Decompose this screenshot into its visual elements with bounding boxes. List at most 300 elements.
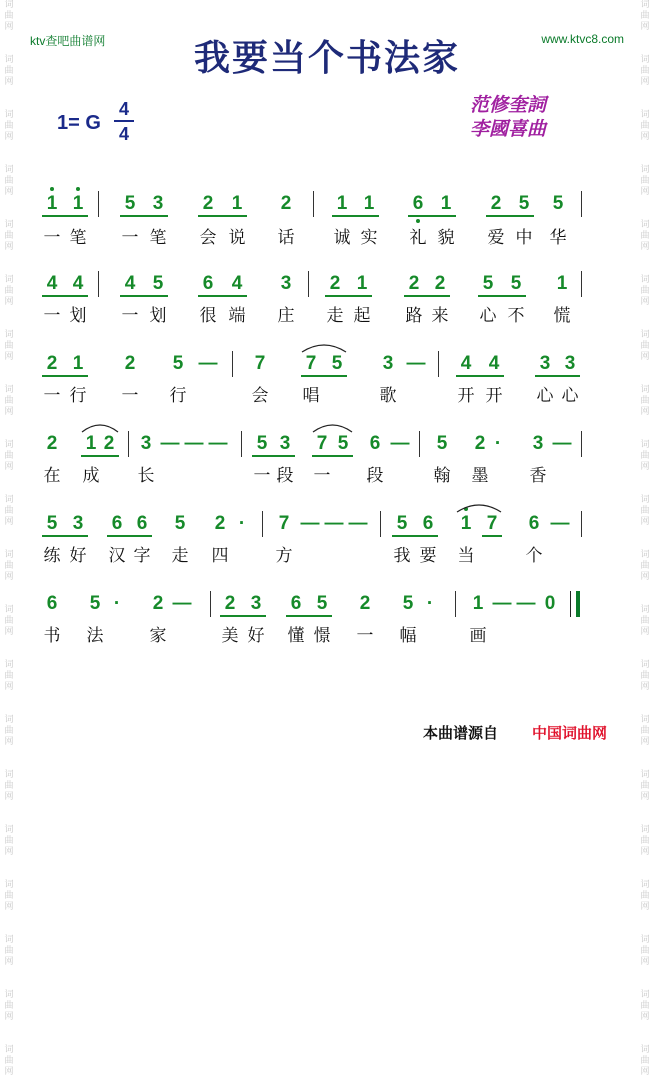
lyric-char: 一 <box>356 626 374 646</box>
watermark-char: 网 <box>4 517 14 527</box>
beam-underline <box>482 535 502 537</box>
bar-line <box>581 511 582 537</box>
watermark-char: 词 <box>640 880 650 890</box>
note: 5 <box>510 273 522 294</box>
note: 3 <box>250 593 262 614</box>
watermark-char: 曲 <box>4 231 14 241</box>
note: — <box>390 433 410 454</box>
watermark-char: 曲 <box>640 121 650 131</box>
watermark-char: 网 <box>4 77 14 87</box>
note: 1 <box>85 433 97 454</box>
note: 6 <box>369 433 381 454</box>
watermark-char: 词 <box>4 880 14 890</box>
watermark-char: 曲 <box>4 341 14 351</box>
watermark-char: 曲 <box>640 231 650 241</box>
lyric-char: 好 <box>247 626 265 646</box>
watermark-char: 曲 <box>4 561 14 571</box>
lyric-char: 段 <box>366 466 384 486</box>
note: 1 <box>231 193 243 214</box>
watermark-char: 网 <box>640 1012 650 1022</box>
watermark-char: 网 <box>640 902 650 912</box>
lyric-char: 幅 <box>399 626 417 646</box>
note: 3 <box>564 353 576 374</box>
watermark-char: 网 <box>640 517 650 527</box>
lyric-char: 起 <box>353 306 371 326</box>
slur-arc <box>81 421 119 433</box>
note: 1 <box>336 193 348 214</box>
watermark-char: 网 <box>4 187 14 197</box>
source-site-link[interactable]: 中国词曲网 <box>532 724 608 742</box>
final-barline-thick <box>576 591 580 617</box>
note: · <box>494 433 502 454</box>
lyric-char: 心 <box>561 386 579 406</box>
watermark-char: 网 <box>640 847 650 857</box>
note: 5 <box>174 513 186 534</box>
watermark-char: 网 <box>4 297 14 307</box>
note: 3 <box>382 353 394 374</box>
watermark-char: 曲 <box>640 66 650 76</box>
watermark-char: 网 <box>640 737 650 747</box>
meter-denominator: 4 <box>118 124 129 144</box>
note: — <box>492 593 512 614</box>
note: 1 <box>556 273 568 294</box>
slur-arc <box>456 501 502 513</box>
note: 5 <box>396 513 408 534</box>
high-octave-dot <box>50 187 54 191</box>
beam-underline <box>332 215 379 217</box>
watermark-char: 词 <box>4 440 14 450</box>
beam-underline <box>42 535 88 537</box>
lyric-char: 在 <box>43 466 61 486</box>
bar-line <box>232 351 233 377</box>
note: 2 <box>408 273 420 294</box>
note: 2 <box>202 193 214 214</box>
slur-arc <box>312 421 353 433</box>
watermark-char: 词 <box>4 0 14 10</box>
note: 6 <box>136 513 148 534</box>
lyric-char: 一 <box>253 466 271 486</box>
watermark-char: 曲 <box>4 396 14 406</box>
watermark-char: 曲 <box>640 781 650 791</box>
note: · <box>426 593 434 614</box>
note: 4 <box>46 273 58 294</box>
note: 1 <box>46 193 58 214</box>
watermark-char: 曲 <box>640 396 650 406</box>
watermark-char: 曲 <box>640 451 650 461</box>
watermark-char: 网 <box>4 132 14 142</box>
note: 7 <box>486 513 498 534</box>
lyric-char: 一 <box>121 228 139 248</box>
lyric-char: 画 <box>469 626 487 646</box>
lyric-char: 香 <box>529 466 547 486</box>
lyric-char: 开 <box>457 386 475 406</box>
lyric-char: 笔 <box>149 228 167 248</box>
watermark-char: 曲 <box>4 946 14 956</box>
lyric-char: 美 <box>221 626 239 646</box>
watermark-char: 曲 <box>4 1001 14 1011</box>
note: 5 <box>89 593 101 614</box>
note: — <box>198 353 218 374</box>
watermark-char: 曲 <box>4 671 14 681</box>
lyric-char: 礼 <box>409 228 427 248</box>
key-signature: 1= G <box>57 112 101 134</box>
beam-underline <box>120 295 168 297</box>
lyricist-credit: 范修奎詞 <box>470 94 547 116</box>
watermark-left <box>2 0 16 1077</box>
note: 3 <box>140 433 152 454</box>
watermark-char: 网 <box>640 297 650 307</box>
watermark-char: 网 <box>640 132 650 142</box>
watermark-char: 网 <box>4 1012 14 1022</box>
lyric-char: 划 <box>149 306 167 326</box>
note: — <box>184 433 204 454</box>
note: — <box>516 593 536 614</box>
watermark-char: 曲 <box>640 506 650 516</box>
watermark-char: 词 <box>4 330 14 340</box>
lyric-char: 行 <box>169 386 187 406</box>
note: 4 <box>488 353 500 374</box>
watermark-char: 词 <box>640 55 650 65</box>
note: — <box>208 433 228 454</box>
watermark-char: 词 <box>640 1045 650 1055</box>
slur-arc <box>301 341 347 353</box>
note: 2 <box>490 193 502 214</box>
watermark-char: 曲 <box>640 946 650 956</box>
note: 2 <box>329 273 341 294</box>
note: 2 <box>359 593 371 614</box>
note: 5 <box>331 353 343 374</box>
watermark-char: 词 <box>640 660 650 670</box>
watermark-char: 词 <box>640 825 650 835</box>
watermark-char: 网 <box>640 77 650 87</box>
note: 6 <box>528 513 540 534</box>
lyric-char: 方 <box>275 546 293 566</box>
watermark-char: 词 <box>4 715 14 725</box>
watermark-char: 词 <box>4 825 14 835</box>
watermark-char: 词 <box>640 110 650 120</box>
note: 5 <box>316 593 328 614</box>
watermark-char: 网 <box>4 737 14 747</box>
watermark-char: 词 <box>640 990 650 1000</box>
note: 6 <box>202 273 214 294</box>
watermark-char: 网 <box>4 1067 14 1077</box>
watermark-char: 网 <box>4 462 14 472</box>
lyric-char: 我 <box>393 546 411 566</box>
lyric-char: 一 <box>313 466 331 486</box>
bar-line <box>262 511 263 537</box>
lyric-char: 汉 <box>108 546 126 566</box>
watermark-char: 词 <box>640 715 650 725</box>
note: 5 <box>152 273 164 294</box>
watermark-char: 曲 <box>640 341 650 351</box>
note: 3 <box>279 433 291 454</box>
watermark-char: 网 <box>4 957 14 967</box>
note: 5 <box>256 433 268 454</box>
watermark-char: 曲 <box>640 1056 650 1066</box>
note: 6 <box>422 513 434 534</box>
lyric-char: 懂 <box>287 626 305 646</box>
watermark-char: 曲 <box>4 121 14 131</box>
watermark-char: 词 <box>4 770 14 780</box>
watermark-char: 网 <box>4 902 14 912</box>
lyric-char: 走 <box>326 306 344 326</box>
lyric-char: 一 <box>43 386 61 406</box>
lyric-char: 字 <box>133 546 151 566</box>
lyric-char: 翰 <box>433 466 451 486</box>
watermark-char: 网 <box>4 572 14 582</box>
note: 3 <box>280 273 292 294</box>
beam-underline <box>42 295 88 297</box>
note: 2 <box>224 593 236 614</box>
watermark-char: 曲 <box>640 671 650 681</box>
watermark-char: 网 <box>4 847 14 857</box>
watermark-char: 词 <box>640 275 650 285</box>
beam-underline <box>408 215 456 217</box>
bar-line <box>438 351 439 377</box>
note: 5 <box>482 273 494 294</box>
watermark-char: 网 <box>640 407 650 417</box>
lyric-char: 行 <box>69 386 87 406</box>
bar-line <box>313 191 314 217</box>
watermark-char: 网 <box>640 957 650 967</box>
note: 1 <box>472 593 484 614</box>
watermark-char: 曲 <box>4 176 14 186</box>
watermark-char: 曲 <box>4 11 14 21</box>
lyric-char: 笔 <box>69 228 87 248</box>
lyric-char: 会 <box>199 228 217 248</box>
bar-line <box>419 431 420 457</box>
beam-underline <box>120 215 168 217</box>
note: 2 <box>474 433 486 454</box>
watermark-char: 曲 <box>640 891 650 901</box>
composer-credit: 李國喜曲 <box>470 118 547 140</box>
watermark-char: 网 <box>640 1067 650 1077</box>
beam-underline <box>478 295 526 297</box>
note: 6 <box>111 513 123 534</box>
lyric-char: 心 <box>536 386 554 406</box>
watermark-char: 词 <box>640 605 650 615</box>
beam-underline <box>107 535 152 537</box>
lyric-char: 墨 <box>471 466 489 486</box>
note: 6 <box>290 593 302 614</box>
beam-underline <box>312 455 353 457</box>
beam-underline <box>325 295 372 297</box>
note: 2 <box>46 353 58 374</box>
lyric-char: 一 <box>43 228 61 248</box>
lyric-char: 爱 <box>487 228 505 248</box>
beam-underline <box>392 535 438 537</box>
note: — <box>160 433 180 454</box>
note: 1 <box>72 353 84 374</box>
watermark-char: 词 <box>4 165 14 175</box>
note: 2 <box>103 433 115 454</box>
note: — <box>550 513 570 534</box>
bar-line <box>308 271 309 297</box>
watermark-char: 词 <box>4 110 14 120</box>
lyric-char: 四 <box>211 546 229 566</box>
bar-line <box>128 431 129 457</box>
bar-line <box>455 591 456 617</box>
bar-line <box>380 511 381 537</box>
lyric-char: 要 <box>419 546 437 566</box>
low-octave-dot <box>416 219 420 223</box>
lyric-char: 说 <box>228 228 246 248</box>
note: 2 <box>152 593 164 614</box>
note: 3 <box>532 433 544 454</box>
note: 5 <box>46 513 58 534</box>
meter-numerator: 4 <box>114 98 134 122</box>
note: 5 <box>552 193 564 214</box>
note: 4 <box>72 273 84 294</box>
watermark-char: 曲 <box>640 836 650 846</box>
lyric-char: 实 <box>360 228 378 248</box>
watermark-char: 网 <box>640 792 650 802</box>
watermark-char: 曲 <box>4 891 14 901</box>
note: — <box>324 513 344 534</box>
watermark-char: 词 <box>640 935 650 945</box>
lyric-char: 很 <box>199 306 217 326</box>
time-signature <box>114 98 134 146</box>
source-label: 本曲谱源自 <box>423 724 499 742</box>
note: 2 <box>280 193 292 214</box>
note: 6 <box>412 193 424 214</box>
beam-underline <box>198 295 247 297</box>
lyric-char: 开 <box>485 386 503 406</box>
beam-underline <box>252 455 295 457</box>
lyric-char: 庄 <box>277 306 295 326</box>
note: 3 <box>152 193 164 214</box>
lyric-char: 成 <box>82 466 100 486</box>
lyric-char: 来 <box>431 306 449 326</box>
watermark-char: 词 <box>640 0 650 10</box>
watermark-char: 词 <box>4 935 14 945</box>
lyric-char: 不 <box>507 306 525 326</box>
watermark-char: 曲 <box>640 176 650 186</box>
site-url-right[interactable]: www.ktvc8.com <box>541 32 624 46</box>
bar-line <box>210 591 211 617</box>
note: 5 <box>518 193 530 214</box>
lyric-char: 一 <box>43 306 61 326</box>
site-name-left[interactable]: ktv查吧曲谱网 <box>30 34 106 48</box>
lyric-char: 段 <box>276 466 294 486</box>
watermark-char: 曲 <box>4 66 14 76</box>
watermark-char: 网 <box>640 462 650 472</box>
lyric-char: 憬 <box>313 626 331 646</box>
note: 2 <box>46 433 58 454</box>
lyric-char: 唱 <box>302 386 320 406</box>
note: — <box>300 513 320 534</box>
watermark-char: 词 <box>640 220 650 230</box>
bar-line <box>581 431 582 457</box>
bar-line <box>98 271 99 297</box>
watermark-char: 网 <box>4 242 14 252</box>
watermark-char: 词 <box>640 495 650 505</box>
high-octave-dot <box>76 187 80 191</box>
note: 0 <box>544 593 556 614</box>
note: 1 <box>363 193 375 214</box>
note: · <box>113 593 121 614</box>
note: 3 <box>72 513 84 534</box>
beam-underline <box>81 455 119 457</box>
note: · <box>238 513 246 534</box>
note: — <box>406 353 426 374</box>
note: 2 <box>124 353 136 374</box>
watermark-char: 词 <box>640 330 650 340</box>
beam-underline <box>198 215 247 217</box>
watermark-char: 曲 <box>4 1056 14 1066</box>
lyric-char: 华 <box>549 228 567 248</box>
watermark-char: 词 <box>4 275 14 285</box>
note: 2 <box>434 273 446 294</box>
beam-underline <box>286 615 332 617</box>
note: — <box>172 593 192 614</box>
note: 4 <box>460 353 472 374</box>
watermark-char: 网 <box>4 627 14 637</box>
watermark-char: 曲 <box>640 1001 650 1011</box>
lyric-char: 一 <box>121 306 139 326</box>
lyric-char: 路 <box>405 306 423 326</box>
final-barline-thin <box>570 591 571 617</box>
watermark-char: 曲 <box>4 616 14 626</box>
lyric-char: 练 <box>43 546 61 566</box>
lyric-char: 诚 <box>333 228 351 248</box>
bar-line <box>98 191 99 217</box>
note: — <box>552 433 572 454</box>
watermark-char: 曲 <box>4 836 14 846</box>
note: 6 <box>46 593 58 614</box>
lyric-char: 走 <box>171 546 189 566</box>
note: 4 <box>124 273 136 294</box>
note: 5 <box>436 433 448 454</box>
watermark-char: 曲 <box>4 781 14 791</box>
watermark-char: 词 <box>640 165 650 175</box>
beam-underline <box>535 375 580 377</box>
watermark-char: 网 <box>640 22 650 32</box>
note: 3 <box>539 353 551 374</box>
watermark-char: 曲 <box>640 11 650 21</box>
watermark-char: 曲 <box>4 726 14 736</box>
lyric-char: 个 <box>525 546 543 566</box>
watermark-char: 网 <box>640 682 650 692</box>
beam-underline <box>456 375 504 377</box>
lyric-char: 端 <box>228 306 246 326</box>
note: 4 <box>231 273 243 294</box>
lyric-char: 会 <box>251 386 269 406</box>
watermark-char: 曲 <box>4 286 14 296</box>
watermark-char: 曲 <box>640 286 650 296</box>
note: 1 <box>72 193 84 214</box>
lyric-char: 慌 <box>553 306 571 326</box>
note: 1 <box>356 273 368 294</box>
lyric-char: 貌 <box>437 228 455 248</box>
watermark-char: 网 <box>640 242 650 252</box>
watermark-char: 网 <box>640 572 650 582</box>
watermark-char: 曲 <box>4 451 14 461</box>
watermark-char: 词 <box>4 495 14 505</box>
watermark-char: 词 <box>4 660 14 670</box>
watermark-char: 词 <box>4 1045 14 1055</box>
lyric-char: 中 <box>515 228 533 248</box>
note: 7 <box>316 433 328 454</box>
note: 5 <box>402 593 414 614</box>
beam-underline <box>42 375 88 377</box>
bar-line <box>581 191 582 217</box>
note: 1 <box>440 193 452 214</box>
lyric-char: 书 <box>43 626 61 646</box>
watermark-char: 网 <box>4 352 14 362</box>
watermark-char: 词 <box>4 605 14 615</box>
watermark-char: 曲 <box>640 616 650 626</box>
